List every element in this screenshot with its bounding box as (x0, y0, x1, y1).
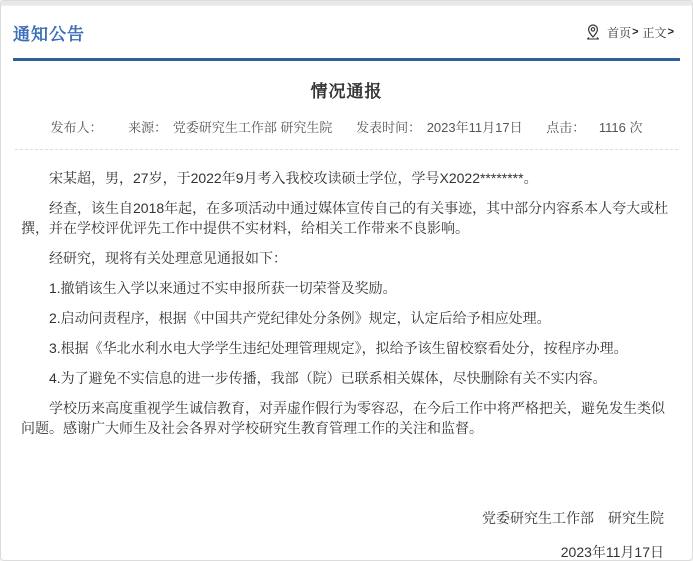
paragraph: 经研究，现将有关处理意见通报如下： (49, 250, 287, 266)
meta-source: 来源： 党委研究生工作部 研究生院 (128, 120, 333, 135)
paragraph: 3.根据《华北水利水电大学学生违纪处理管理规定》，拟给予该生留校察看处分，按程序办理。 (49, 340, 628, 356)
paragraph: 1.撤销该生入学以来通过不实申报所获一切荣誉及奖励。 (49, 280, 397, 296)
breadcrumb-link-home[interactable]: 首页 (607, 25, 632, 40)
section-title: 通知公告 (13, 24, 85, 44)
paragraph: 经查，该生自2018年起，在多项活动中通过媒体宣传自己的有关事迹，其中部分内容系本人夸大或杜撰，并在学校评优评先工作中提供不实材料，给相关工作带来不良影响。 (21, 200, 669, 236)
breadcrumb-link-current[interactable]: 正文 (642, 25, 667, 40)
article (1, 77, 692, 561)
article-title: 情况通报 (310, 82, 383, 101)
article-body (1, 150, 692, 438)
section-header (1, 6, 692, 58)
breadcrumb-separator: > (632, 26, 639, 38)
article-meta (1, 117, 692, 136)
signature-date: 2023年11月17日 (560, 544, 664, 560)
meta-publish-time: 发表时间： 2023年11月17日 (356, 120, 523, 135)
location-pin-icon (586, 24, 600, 40)
meta-publisher: 发布人： (50, 120, 103, 135)
header-rule (13, 58, 680, 61)
signature-block (1, 508, 692, 561)
breadcrumb (586, 24, 678, 41)
paragraph: 宋某超，男，27岁，于2022年9月考入我校攻读硕士学位，学号X2022********。 (49, 170, 538, 186)
meta-hits: 点击： 1116 次 (546, 120, 643, 135)
breadcrumb-separator: > (667, 26, 674, 38)
paragraph: 4.为了避免不实信息的进一步传播，我部（院）已联系相关媒体，尽快删除有关不实内容。 (49, 370, 607, 386)
signature-department: 党委研究生工作部 研究生院 (482, 510, 664, 526)
paragraph: 2.启动问责程序，根据《中国共产党纪律处分条例》规定，认定后给予相应处理。 (49, 310, 551, 326)
paragraph: 学校历来高度重视学生诚信教育，对弄虚作假行为零容忍，在今后工作中将严格把关，避免发生类似问题。感谢广大师生及社会各界对学校研究生教育管理工作的关注和监督。 (21, 400, 665, 436)
